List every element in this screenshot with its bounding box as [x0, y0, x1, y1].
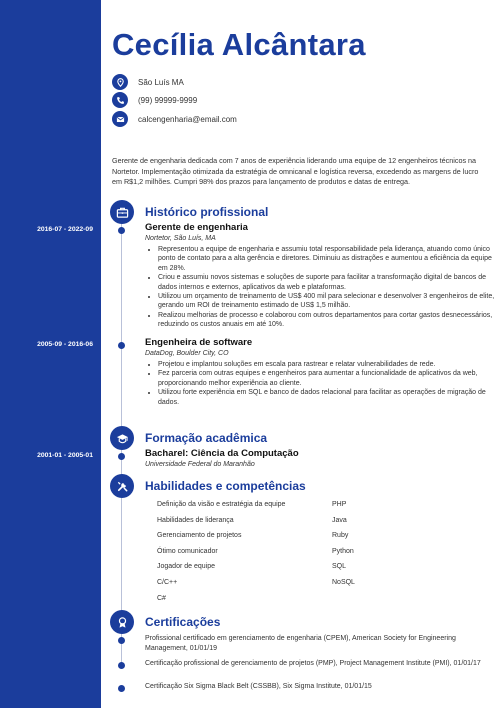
job-bullet: • Criou e assumiu novos sistemas e soluções de suporte para facilitar a transformação digital de bancos de dados internos e externos, aplicativos da web e plataformas. — [158, 273, 498, 292]
job-dates: 2005-09 - 2016-06 — [37, 341, 93, 348]
location-text: São Luís MA — [138, 77, 184, 87]
job-bullet: • Utilizou forte experiência em SQL e banco de dados relacional para facilitar as operações de migração de dados. — [158, 388, 498, 407]
phone-icon — [112, 92, 128, 108]
skills-list-left — [157, 500, 322, 609]
timeline-dot — [118, 453, 125, 460]
section-title-skills: Habilidades e competências — [145, 479, 306, 493]
tools-icon — [110, 474, 134, 498]
education-dates: 2001-01 - 2005-01 — [37, 452, 93, 459]
job-bullet: • Representou a equipe de engenharia e assumiu total responsabilidade pela liderança, atuando como único ponto de contato para a alta gerência e diretores. Diminuiu as distrações e aumentou a eficiência da equipe em 28%. — [158, 245, 498, 273]
job-title: Gerente de engenharia — [145, 222, 248, 233]
award-ribbon-icon — [110, 610, 134, 634]
skill-item: Habilidades de liderança — [157, 516, 234, 524]
graduation-cap-icon — [110, 426, 134, 450]
phone-text: (99) 99999-9999 — [138, 95, 198, 105]
skill-item: Definição da visão e estratégia da equipe — [157, 501, 286, 508]
email-text[interactable]: calcengenharia@email.com — [138, 114, 237, 124]
timeline-dot — [118, 227, 125, 234]
skill-item: Python — [332, 547, 354, 555]
school-name: Universidade Federal do Maranhão — [145, 461, 255, 468]
section-title-experience: Histórico profissional — [145, 205, 269, 219]
skill-item: Gerenciamento de projetos — [157, 532, 242, 540]
skill-item: Ótimo comunicador — [157, 547, 218, 555]
contact-email — [112, 111, 237, 127]
certification-item: Profissional certificado em gerenciamento de engenharia (CPEM), American Society for Engineering Management, 01/01/19 — [145, 635, 456, 652]
skill-item: NoSQL — [332, 578, 355, 586]
skill-item: Ruby — [332, 532, 349, 540]
location-pin-icon — [112, 74, 128, 90]
timeline-dot — [118, 342, 125, 349]
skill-item: Java — [332, 516, 347, 524]
contact-location — [112, 74, 184, 90]
profile-summary: Gerente de engenharia dedicada com 7 anos de experiência liderando uma equipe de 12 engenheiros técnicos na Nortetor. Implementação otimizada da estratégia de omnicanal e logística reversa, excedendo as margens de lucro em R$1,2 milhões. Cumpri 98% dos prazos para lançamento de produtos e datas de entrega. — [112, 156, 479, 186]
skill-item: SQL — [332, 563, 347, 571]
timeline-dot — [118, 662, 125, 669]
section-title-education: Formação acadêmica — [145, 431, 268, 445]
skill-item: C/C++ — [157, 578, 178, 586]
skills-list-right — [332, 500, 452, 594]
section-title-certifications: Certificações — [145, 615, 221, 629]
certification-item: Certificação Six Sigma Black Belt (CSSBB), Six Sigma Institute, 01/01/15 — [145, 683, 372, 690]
skill-item: PHP — [332, 501, 347, 508]
job-bullets — [145, 360, 498, 407]
job-company: DataDog, Boulder City, CO — [145, 350, 229, 357]
certification-item: Certificação profissional de gerenciamento de projetos (PMP), Project Management Institute (PMI), 01/01/17 — [145, 660, 481, 667]
degree-title: Bacharel: Ciência da Computação — [145, 448, 299, 459]
envelope-icon — [112, 111, 128, 127]
skill-item: Jogador de equipe — [157, 563, 215, 571]
job-company: Nortetor, São Luís, MA — [145, 235, 216, 242]
job-bullet: • Utilizou um orçamento de treinamento de US$ 400 mil para selecionar e desenvolver 3 engenheiros de elite, gerando um ROI de treinamento estimado de US$ 1,5 milhão. — [158, 292, 498, 311]
job-title: Engenheira de software — [145, 337, 253, 348]
timeline-dot — [118, 637, 125, 644]
job-bullet: • Projetou e implantou soluções em escala para rastrear e relatar vulnerabilidades de rede. — [158, 360, 498, 369]
job-dates: 2016-07 - 2022-09 — [37, 226, 93, 233]
skill-item: C# — [157, 594, 166, 602]
job-bullet: • Realizou melhorias de processo e colaborou com outros departamentos para cortar gastos desnecessários, reduzindo os custos anuais em até 10%. — [158, 311, 498, 330]
job-bullet: • Fez parceria com outras equipes e engenheiros para aumentar a funcionalidade de aplicativos da web, proporcionando melhor experiência ao cliente. — [158, 369, 498, 388]
timeline-dot — [118, 685, 125, 692]
briefcase-icon — [110, 200, 134, 224]
candidate-name: Cecília Alcântara — [112, 27, 366, 62]
contact-phone — [112, 92, 197, 108]
job-bullets — [145, 245, 498, 330]
sidebar — [0, 0, 101, 708]
